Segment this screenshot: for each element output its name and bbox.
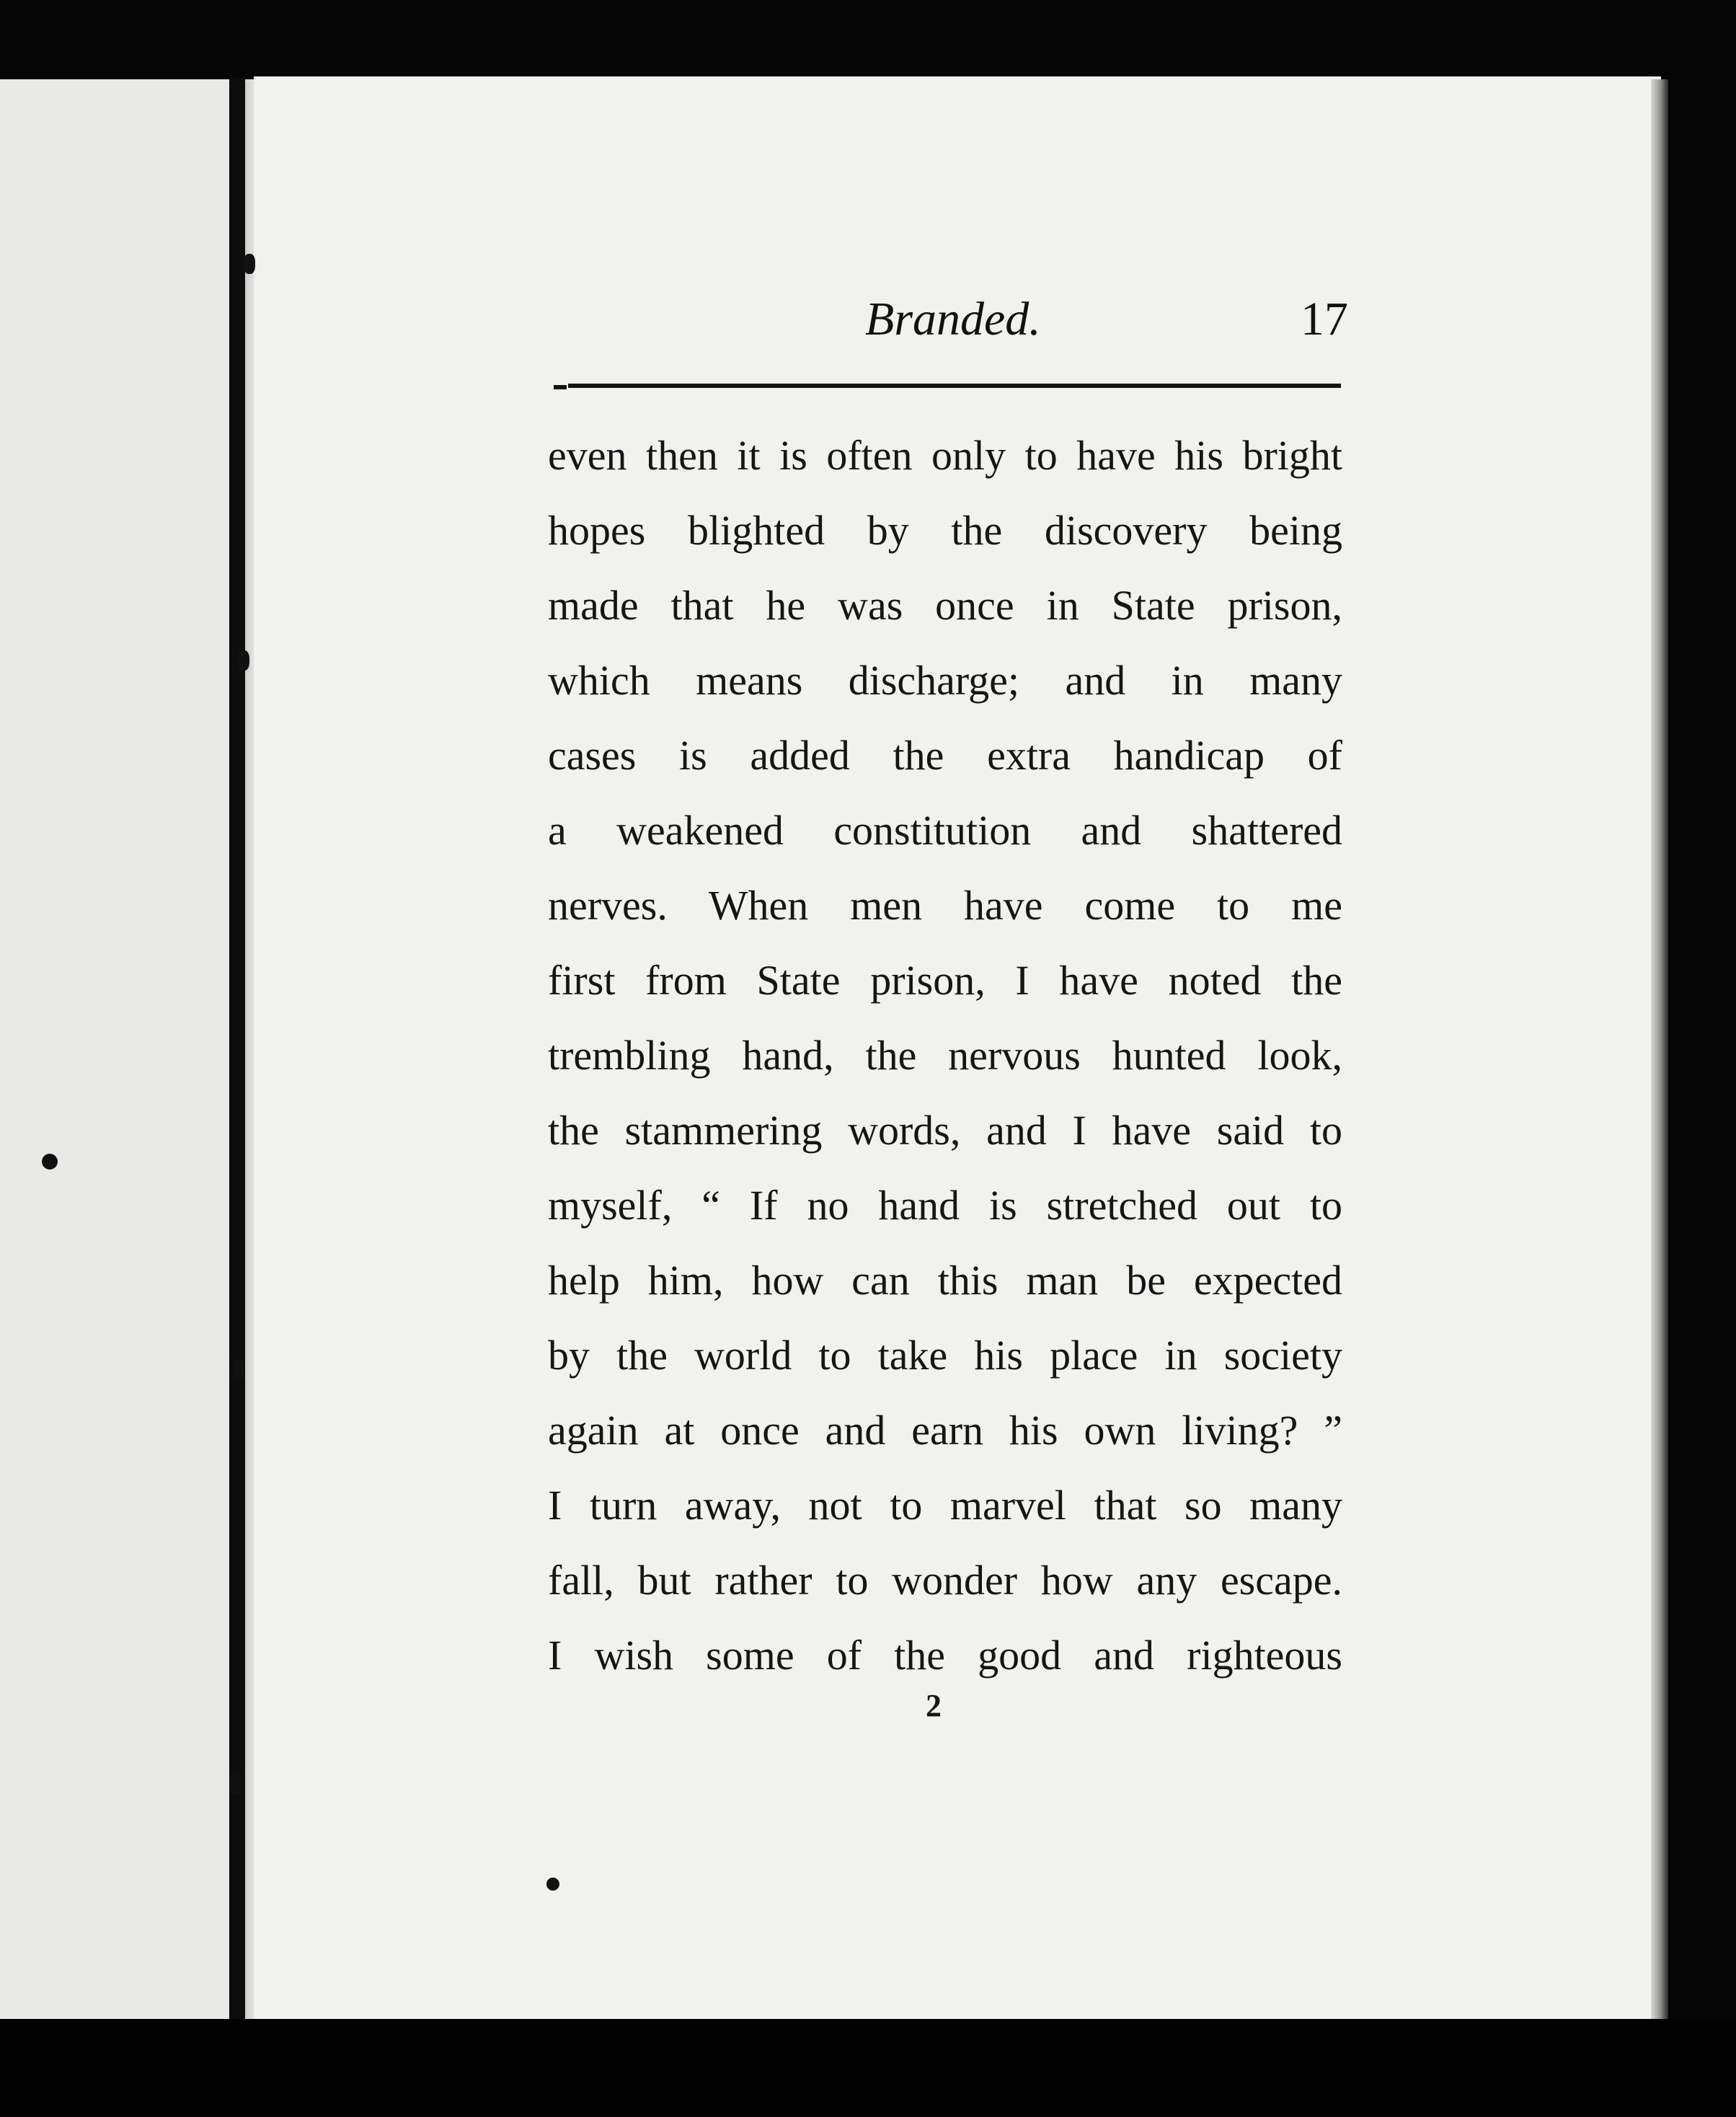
text-line: trembling hand, the nervous hunted look, [548,1032,1342,1079]
header-rule [568,384,1341,388]
text-line: help him, how can this man be expected [548,1257,1342,1304]
text-line: which means discharge; and in many [548,657,1342,704]
text-line: first from State prison, I have noted the [548,957,1342,1004]
header-rule-dash [554,385,567,389]
text-line: I turn away, not to marvel that so many [548,1482,1342,1529]
text-line: cases is added the extra handicap of [548,732,1342,779]
ink-speck [42,1154,58,1170]
page-number: 17 [1301,293,1348,345]
binding-stitch [232,1360,244,1380]
page-edge [1651,79,1668,2019]
text-line: the stammering words, and I have said to [548,1107,1342,1154]
binding-stitch [238,650,249,671]
running-title: Branded. [865,293,1041,345]
text-line: made that he was once in State prison, [548,582,1342,629]
text-line: hopes blighted by the discovery being [548,507,1342,554]
text-line: by the world to take his place in society [548,1332,1342,1379]
text-line: myself, “ If no hand is stretched out to [548,1182,1342,1229]
running-head [548,292,1348,350]
text-line: nerves. When men have come to me [548,882,1342,929]
signature-mark: 2 [926,1688,942,1723]
text-line: fall, but rather to wonder how any escape. [548,1557,1342,1604]
book-spine [229,79,245,2026]
binding-stitch [229,1774,241,1794]
ink-speck [546,1878,559,1891]
text-line: I wish some of the good and righteous [548,1632,1342,1679]
body-text [548,418,1342,1693]
binding-stitch [244,254,255,274]
text-line: even then it is often only to have his bright [548,432,1342,479]
left-page [0,79,238,2026]
bottom-shadow [0,2019,1736,2117]
text-line: again at once and earn his own living? ” [548,1407,1342,1454]
text-line: a weakened constitution and shattered [548,807,1342,854]
